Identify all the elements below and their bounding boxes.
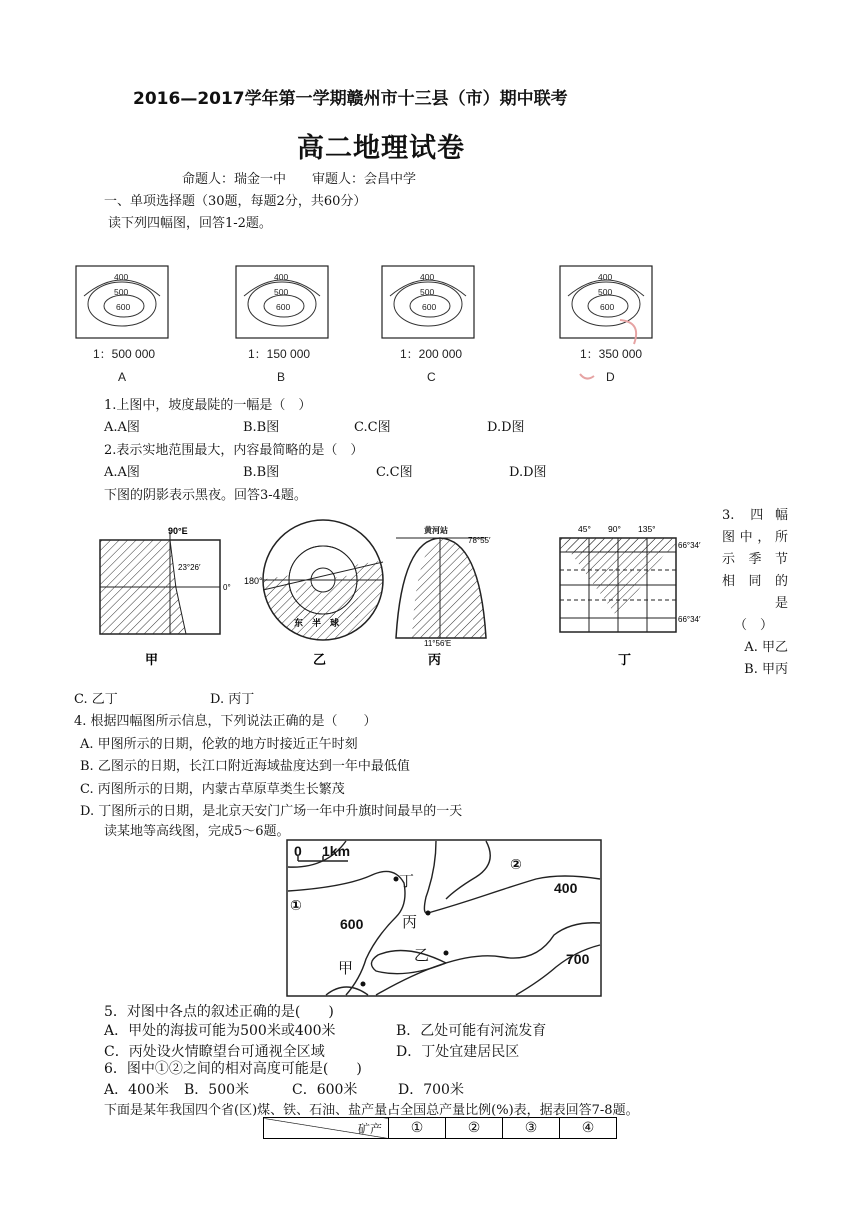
night-maps-figure <box>90 518 720 678</box>
topo-area-1: ① <box>290 897 302 913</box>
q3-stem-line: 图中，所 <box>722 530 788 545</box>
map-a-contour-400: 400 <box>114 272 129 282</box>
topo-area-2: ② <box>510 856 522 872</box>
table-row <box>264 1118 617 1139</box>
map-b-contour-500: 500 <box>274 287 289 297</box>
q5-stem: 5．对图中各点的叙述正确的是( ) <box>104 1004 334 1020</box>
intro-q5-6: 读某地等高线图，完成5～6题。 <box>104 824 290 839</box>
bing-station-label: 黄河站 <box>424 526 448 535</box>
q4-option-a[interactable]: A. 甲图所示的日期，伦敦的地方时接近正午时刻 <box>80 737 358 752</box>
section-heading: 一、单项选择题（30题，每题2分，共60分） <box>104 194 367 209</box>
q3-stem-line: 3. 四幅 <box>722 508 788 523</box>
map-c-contour-500: 500 <box>420 287 435 297</box>
map-b-contour-600: 600 <box>276 302 291 312</box>
q2-option-c[interactable]: C.C图 <box>376 465 413 480</box>
q6-option-d[interactable]: D．700米 <box>398 1082 464 1098</box>
topo-point-yi: 乙 <box>414 947 430 964</box>
q4-stem: 4. 根据四幅图所示信息，下列说法正确的是（ ） <box>74 714 377 729</box>
q4-option-b[interactable]: B. 乙图示的日期，长江口附近海域盐度达到一年中最低值 <box>80 759 410 774</box>
jia-label: 甲 <box>145 652 159 667</box>
map-c-contour-400: 400 <box>420 272 435 282</box>
q6-option-c[interactable]: C．600米 <box>292 1082 358 1098</box>
q6-option-a[interactable]: A．400米 <box>104 1082 169 1098</box>
map-a-contour-500: 500 <box>114 287 129 297</box>
jia-eq-label: 0° <box>223 583 231 592</box>
intro-q1-2: 读下列四幅图，回答1-2题。 <box>108 216 272 231</box>
contour-maps-figure <box>60 258 710 388</box>
topo-scale-zero: 0 <box>294 843 302 859</box>
night-map-bing <box>396 525 491 667</box>
map-d-contour-500: 500 <box>598 287 613 297</box>
table-header-cell: ① <box>389 1118 446 1139</box>
table-corner-cell <box>264 1118 389 1139</box>
q5-option-b[interactable]: B．乙处可能有河流发育 <box>396 1023 547 1039</box>
jia-lon-label: 90°E <box>168 526 188 536</box>
q3-stem-line: 示 季 节 <box>722 552 788 567</box>
map-a-label: A <box>118 370 127 384</box>
stamp-mark-icon <box>580 374 594 379</box>
q3-stem-line: 是 <box>774 596 788 611</box>
q1-option-a[interactable]: A.A图 <box>104 420 140 435</box>
table-header-cell: ④ <box>560 1118 617 1139</box>
bing-lat-label: 78°55′ <box>468 536 491 545</box>
q2-option-b[interactable]: B.B图 <box>243 465 280 480</box>
map-b-label: B <box>277 370 286 384</box>
q1-option-c[interactable]: C.C图 <box>354 420 391 435</box>
map-d-label: D <box>606 370 615 384</box>
paper-title: 高二地理试卷 <box>297 133 465 164</box>
q1-option-b[interactable]: B.B图 <box>243 420 280 435</box>
table-header-cell: ② <box>446 1118 503 1139</box>
map-a-scale: 1：500 000 <box>93 347 156 361</box>
exam-title: 2016—2017学年第一学期赣州市十三县（市）期中联考 <box>133 89 568 109</box>
q3-stem <box>722 505 788 681</box>
table-corner-label: 矿产 <box>357 1121 382 1136</box>
topo-contour-700: 700 <box>566 951 590 967</box>
topo-point-jia: 甲 <box>338 960 354 977</box>
q5-option-d[interactable]: D．丁处宜建居民区 <box>396 1044 520 1060</box>
map-c-label: C <box>427 370 436 384</box>
ding-lon-90: 90° <box>608 524 621 534</box>
map-d-scale: 1：350 000 <box>580 347 643 361</box>
yi-hemisphere-label: 东 半 球 <box>294 618 340 628</box>
q1-stem: 1.上图中，坡度最陡的一幅是（ ） <box>104 398 312 413</box>
q6-stem: 6．图中①②之间的相对高度可能是( ) <box>104 1061 362 1077</box>
map-d-contour-400: 400 <box>598 272 613 282</box>
map-b-scale: 1：150 000 <box>248 347 311 361</box>
ding-lat-s: 66°34′ <box>678 615 701 624</box>
mineral-table <box>263 1117 617 1139</box>
map-c-contour-600: 600 <box>422 302 437 312</box>
map-d-contour-600: 600 <box>600 302 615 312</box>
q3-option-b[interactable]: B. 甲丙 <box>744 662 788 677</box>
bing-label: 丙 <box>428 652 442 667</box>
night-map-ding <box>560 524 701 667</box>
q2-option-d[interactable]: D.D图 <box>509 465 547 480</box>
q4-option-d[interactable]: D. 丁图所示的日期，是北京天安门广场一年中升旗时间最早的一天 <box>80 804 463 819</box>
jia-lat-label: 23°26′ <box>178 563 201 572</box>
topo-map <box>286 839 602 997</box>
night-map-yi <box>244 520 386 667</box>
q3-option-c[interactable]: C. 乙丁 <box>74 692 118 707</box>
q2-option-a[interactable]: A.A图 <box>104 465 140 480</box>
q5-option-a[interactable]: A．甲处的海拔可能为500米或400米 <box>104 1023 336 1039</box>
night-map-jia <box>100 526 231 667</box>
ding-lat-n: 66°34′ <box>678 541 701 550</box>
q2-stem: 2.表示实地范围最大，内容最简略的是（ ） <box>104 443 364 458</box>
q4-option-c[interactable]: C. 丙图所示的日期，内蒙古草原草类生长繁茂 <box>80 782 345 797</box>
q3-option-d[interactable]: D. 丙丁 <box>210 692 255 707</box>
q5-option-c[interactable]: C．丙处设火情瞭望台可通视全区域 <box>104 1044 325 1060</box>
q1-option-d[interactable]: D.D图 <box>487 420 525 435</box>
topo-point-ding: 丁 <box>399 873 415 890</box>
ding-label: 丁 <box>618 652 632 667</box>
q3-option-a[interactable]: A. 甲乙 <box>744 640 788 655</box>
topo-contour-400: 400 <box>554 880 578 896</box>
map-b-contour-400: 400 <box>274 272 289 282</box>
ding-lon-135: 135° <box>638 524 656 534</box>
ding-lon-45: 45° <box>578 524 591 534</box>
topo-scale-km: 1km <box>322 843 351 859</box>
yi-lon-label: 180° <box>244 576 263 586</box>
q6-option-b[interactable]: B．500米 <box>184 1082 250 1098</box>
topo-point-bing: 丙 <box>402 914 418 931</box>
map-a-contour-600: 600 <box>116 302 131 312</box>
table-header-cell: ③ <box>503 1118 560 1139</box>
topo-contour-600: 600 <box>340 916 364 932</box>
q3-stem-line: 相 同 的 <box>722 574 788 589</box>
q3-stem-line: （ ） <box>734 618 774 633</box>
map-c-scale: 1：200 000 <box>400 347 463 361</box>
intro-q7-8: 下面是某年我国四个省(区)煤、铁、石油、盐产量占全国总产量比例(%)表，据表回答7-8题。 <box>104 1103 639 1118</box>
intro-q3-4: 下图的阴影表示黑夜。回答3-4题。 <box>104 488 307 503</box>
authors-line: 命题人：瑞金一中 审题人：会昌中学 <box>182 172 417 187</box>
yi-label: 乙 <box>313 652 327 667</box>
bing-lon-label: 11°56′E <box>424 639 452 648</box>
